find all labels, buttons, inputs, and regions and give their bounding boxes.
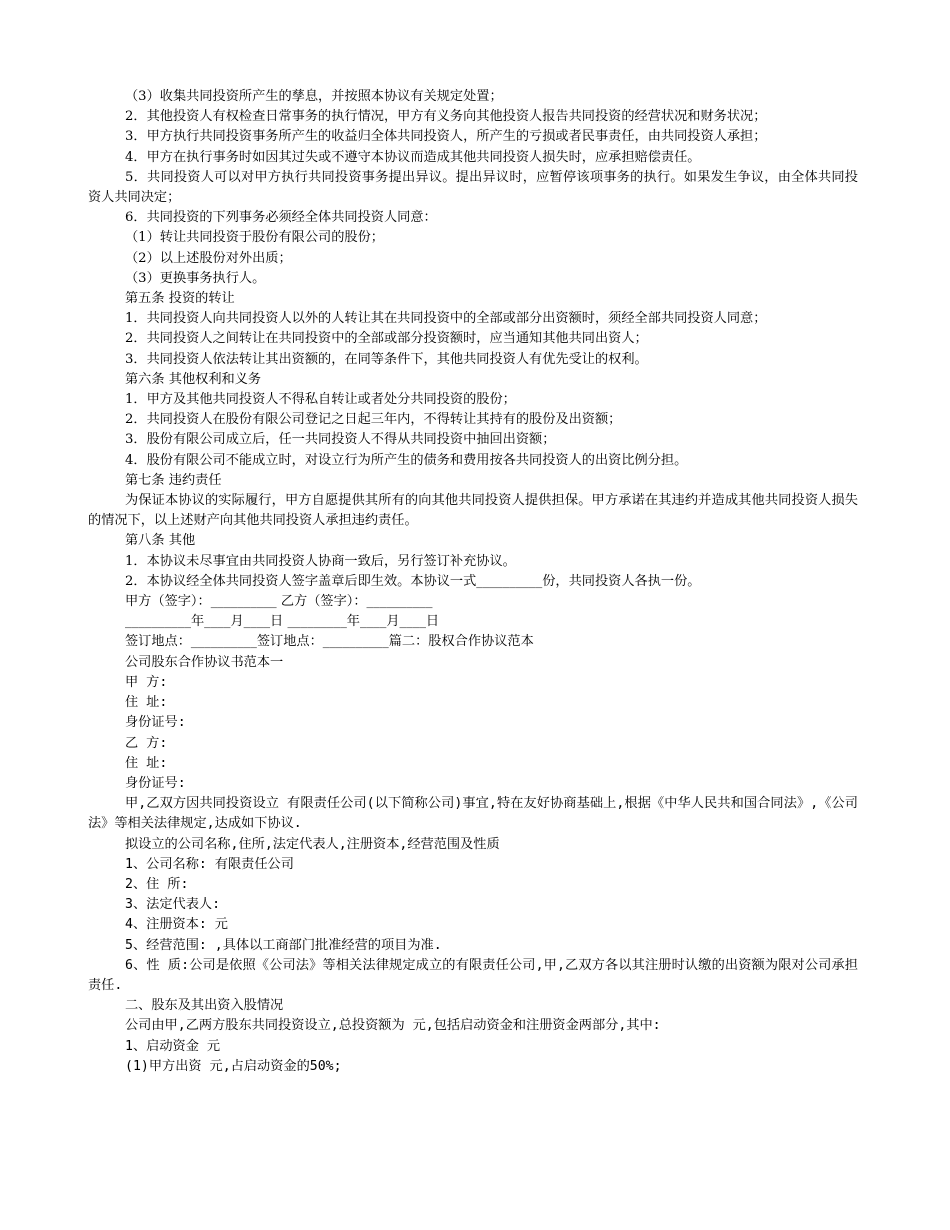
paragraph: 6、性 质:公司是依照《公司法》等相关法律规定成立的有限责任公司,甲,乙双方各以其注册时认缴的出资额为限对公司承担责任. xyxy=(88,957,858,993)
paragraph: 甲 方: xyxy=(125,674,168,690)
paragraph: 1．共同投资人向共同投资人以外的人转让其在共同投资中的全部或部分出资额时，须经全部共同投资人同意； xyxy=(125,311,767,327)
paragraph: 3、法定代表人: xyxy=(125,897,221,913)
paragraph: （3）收集共同投资所产生的孳息，并按照本协议有关规定处置； xyxy=(125,89,503,104)
paragraph: 1．甲方及其他共同投资人不得私自转让或者处分共同投资的股份； xyxy=(125,392,516,408)
paragraph: 3．甲方执行共同投资事务所产生的收益归全体共同投资人，所产生的亏损或者民事责任，由共同投资人承担； xyxy=(125,129,767,145)
paragraph: 5．共同投资人可以对甲方执行共同投资事务提出异议。提出异议时，应暂停该项事务的执行。如果发生争议，由全体共同投资人共同决定； xyxy=(88,169,858,206)
paragraph: 1．本协议未尽事宜由共同投资人协商一致后，另行签订补充协议。 xyxy=(125,553,516,569)
paragraph: 2．共同投资人之间转让在共同投资中的全部或部分投资额时，应当通知其他共同出资人； xyxy=(125,331,648,347)
paragraph: 4．股份有限公司不能成立时，对设立行为所产生的债务和费用按各共同投资人的出资比例分担。 xyxy=(125,452,688,468)
paragraph: 1、启动资金 元 xyxy=(125,1038,221,1054)
paragraph: 5、经营范围: ,具体以工商部门批准经营的项目为准. xyxy=(125,937,442,953)
paragraph: 第六条 其他权利和义务 xyxy=(125,371,262,387)
paragraph: 3．共同投资人依法转让其出资额的，在同等条件下，其他共同投资人有优先受让的权利。 xyxy=(125,351,648,367)
paragraph: 乙 方: xyxy=(125,735,168,751)
paragraph: 2．本协议经全体共同投资人签字盖章后即生效。本协议一式__________份，共同投资人各执一份。 xyxy=(125,573,701,589)
paragraph: 2、住 所: xyxy=(125,876,189,892)
paragraph: 第七条 违约责任 xyxy=(125,472,222,488)
paragraph: （3）更换事务执行人。 xyxy=(125,270,266,286)
paragraph: 公司股东合作协议书范本一 xyxy=(125,654,284,670)
paragraph: 2．其他投资人有权检查日常事务的执行情况，甲方有义务向其他投资人报告共同投资的经营状况和财务状况； xyxy=(125,109,767,125)
paragraph: 拟设立的公司名称,住所,法定代表人,注册资本,经营范围及性质 xyxy=(125,836,500,852)
paragraph: 住 址: xyxy=(125,755,168,771)
paragraph: 住 址: xyxy=(125,695,168,711)
paragraph: 签订地点：__________签订地点：__________篇二：股权合作协议范本 xyxy=(125,634,534,650)
paragraph: 3．股份有限公司成立后，任一共同投资人不得从共同投资中抽回出资额； xyxy=(125,432,556,448)
paragraph: 6．共同投资的下列事务必须经全体共同投资人同意： xyxy=(125,210,437,226)
paragraph: 二、股东及其出资入股情况 xyxy=(125,998,284,1014)
paragraph: 甲,乙双方因共同投资设立 有限责任公司(以下简称公司)事宜,特在友好协商基础上,根据《中华人民共和国合同法》,《公司法》等相关法律规定,达成如下协议. xyxy=(88,796,858,832)
paragraph: 4．甲方在执行事务时如因其过失或不遵守本协议而造成其他共同投资人损失时，应承担赔偿责任。 xyxy=(125,149,701,165)
paragraph: 4、注册资本: 元 xyxy=(125,917,228,933)
paragraph: (1)甲方出资 元,占启动资金的50%; xyxy=(125,1058,342,1074)
paragraph: 公司由甲,乙两方股东共同投资设立,总投资额为 元,包括启动资金和注册资金两部分,其中: xyxy=(125,1018,661,1034)
paragraph: 1、公司名称: 有限责任公司 xyxy=(125,856,294,872)
paragraph: 2．共同投资人在股份有限公司登记之日起三年内，不得转让其持有的股份及出资额； xyxy=(125,412,622,428)
paragraph: 身份证号: xyxy=(125,775,186,791)
paragraph: 甲方（签字）：__________ 乙方（签字）：__________ xyxy=(125,594,433,610)
paragraph: __________年____月____日 _________年____月____日 xyxy=(125,614,440,630)
paragraph: 身份证号: xyxy=(125,715,186,731)
agreement-part-one xyxy=(88,87,858,653)
agreement-part-two xyxy=(88,653,858,1077)
paragraph: （2）以上述股份对外出质； xyxy=(125,250,292,266)
paragraph: 第五条 投资的转让 xyxy=(125,291,235,307)
paragraph: 第八条 其他 xyxy=(125,533,196,549)
paragraph: （1）转让共同投资于股份有限公司的股份； xyxy=(125,230,384,246)
paragraph: 为保证本协议的实际履行，甲方自愿提供其所有的向其他共同投资人提供担保。甲方承诺在其违约并造成其他共同投资人损失的情况下，以上述财产向其他共同投资人承担违约责任。 xyxy=(88,493,858,529)
document-page xyxy=(88,87,858,1077)
